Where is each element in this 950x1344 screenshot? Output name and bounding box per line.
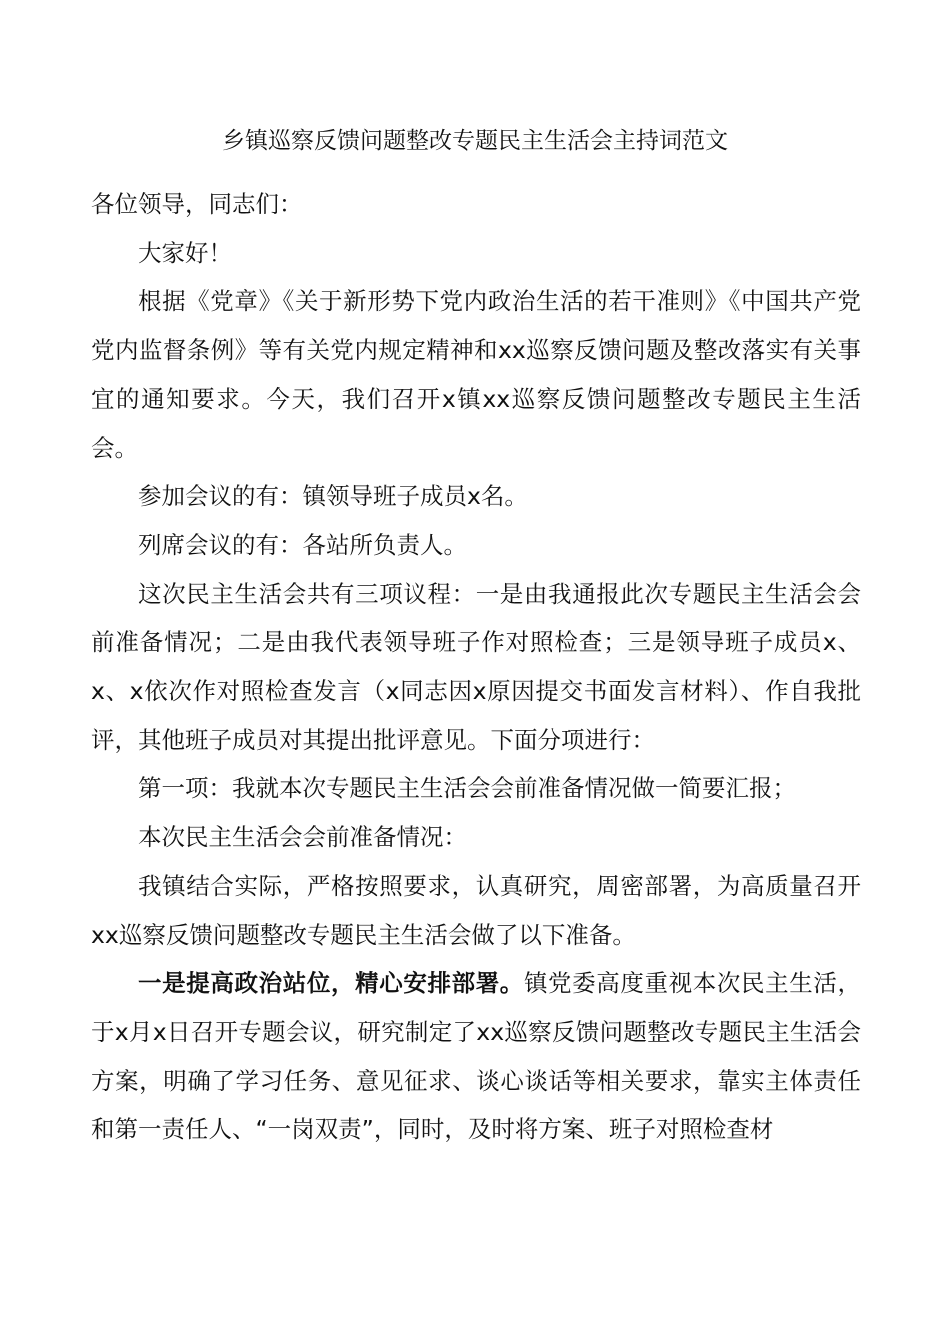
- paragraph-basis: 根据《党章》《关于新形势下党内政治生活的若干准则》《中国共产党党内监督条例》等有关党内规定精神和xx巡察反馈问题及整改落实有关事宜的通知要求。今天，我们召开x镇xx巡察反馈问题整改专题民主生活会。: [91, 287, 861, 462]
- paragraph-agenda: 这次民主生活会共有三项议程：一是由我通报此次专题民主生活会会前准备情况；二是由我代表领导班子作对照检查；三是领导班子成员x、x、x依次作对照检查发言（x同志因x原因提交书面发言材料）、作自我批评，其他班子成员对其提出批评意见。下面分项进行：: [91, 579, 861, 754]
- paragraph-item-1: 第一项：我就本次专题民主生活会会前准备情况做一简要汇报；: [138, 774, 796, 803]
- first-measure-text: 镇党委高度重视本次民主生活，于x月x日召开专题会议，研究制定了xx巡察反馈问题整改专题民主生活会方案，明确了学习任务、意见征求、谈心谈话等相关要求，靠实主体责任和第一责任人、“一岗双责”，同时，及时将方案、班子对照检查材: [91, 969, 862, 1144]
- paragraph-prep-intro: 我镇结合实际，严格按照要求，认真研究，周密部署，为高质量召开xx巡察反馈问题整改专题民主生活会做了以下准备。: [91, 871, 861, 949]
- greeting: 大家好！: [138, 238, 232, 267]
- paragraph-observers: 列席会议的有：各站所负责人。: [138, 530, 467, 559]
- paragraph-attendees: 参加会议的有：镇领导班子成员x名。: [138, 482, 528, 511]
- document-title: 乡镇巡察反馈问题整改专题民主生活会主持词范文: [222, 128, 728, 154]
- first-measure-lead: 一是提高政治站位，精心安排部署。: [138, 969, 524, 998]
- salutation: 各位领导，同志们：: [91, 190, 303, 218]
- document-body: [91, 180, 861, 1154]
- paragraph-first-measure: [91, 959, 861, 1154]
- paragraph-prep-heading: 本次民主生活会会前准备情况：: [138, 823, 467, 852]
